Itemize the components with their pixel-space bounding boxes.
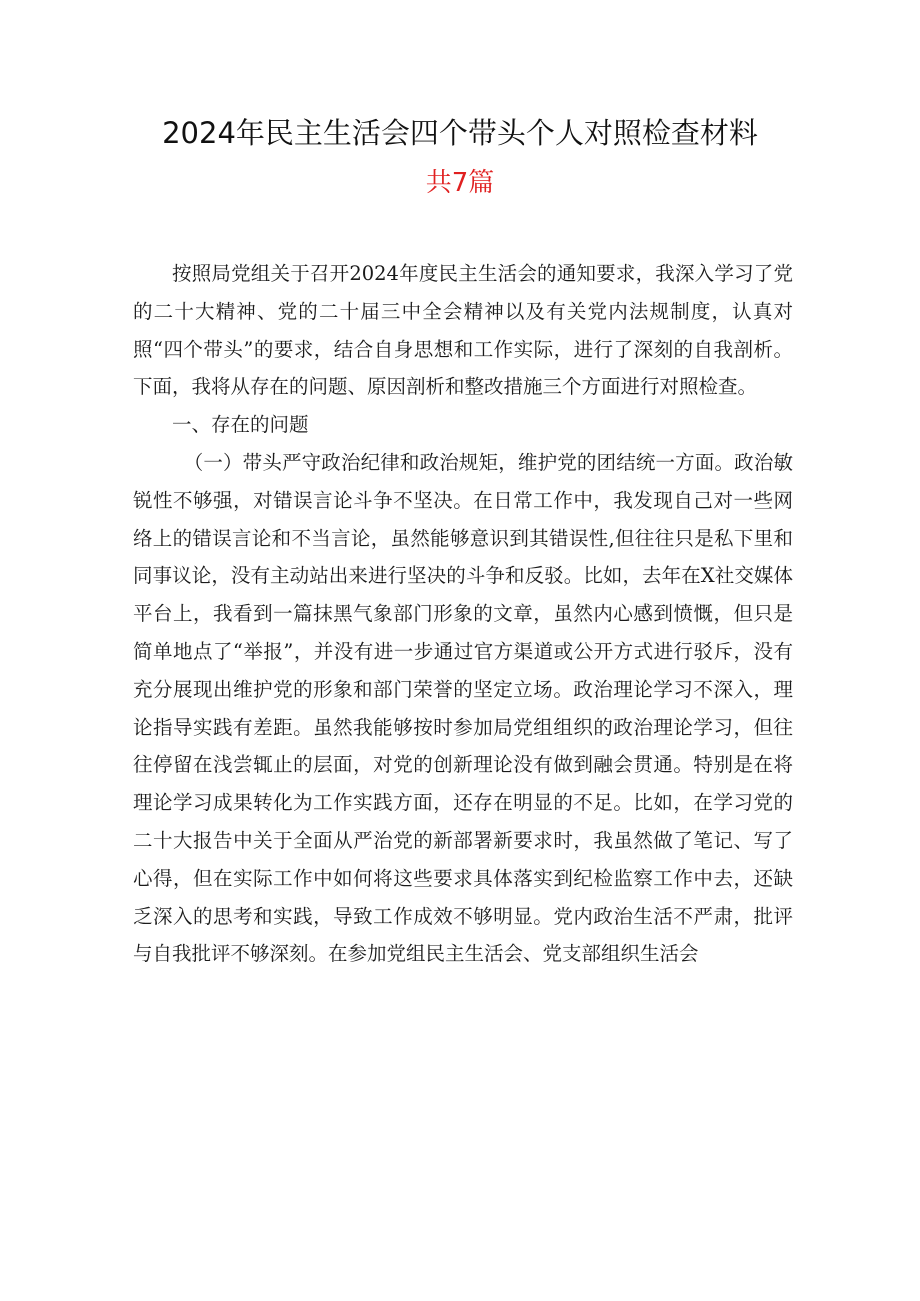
document-body xyxy=(133,255,793,973)
section-paragraph: （一）带头严守政治纪律和政治规矩，维护党的团结统一方面。政治敏锐性不够强，对错误言论斗争不坚决。在日常工作中，我发现自己对一些网络上的错误言论和不当言论，虽然能够意识到其错误性,但往往只是私下里和同事议论，没有主动站出来进行坚决的斗争和反驳。比如，去年在X社交媒体平台上，我看到一篇抹黑气象部门形象的文章，虽然内心感到愤慨，但只是简单地点了“举报”，并没有进一步通过官方渠道或公开方式进行驳斥，没有充分展现出维护党的形象和部门荣誉的坚定立场。政治理论学习不深入，理论指导实践有差距。虽然我能够按时参加局党组组织的政治理论学习，但往往停留在浅尝辄止的层面，对党的创新理论没有做到融会贯通。特别是在将理论学习成果转化为工作实践方面，还存在明显的不足。比如，在学习党的二十大报告中关于全面从严治党的新部署新要求时，我虽然做了笔记、写了心得，但在实际工作中如何将这些要求具体落实到纪检监察工作中去，还缺乏深入的思考和实践，导致工作成效不够明显。党内政治生活不严肃，批评与自我批评不够深刻。在参加党组民主生活会、党支部组织生活会 xyxy=(133,450,793,966)
intro-paragraph: 按照局党组关于召开2024年度民主生活会的通知要求，我深入学习了党的二十大精神、党的二十届三中全会精神以及有关党内法规制度，认真对照“四个带头”的要求，结合自身思想和工作实际，进行了深刻的自我剖析。下面，我将从存在的问题、原因剖析和整改措施三个方面进行对照检查。 xyxy=(133,262,793,399)
document-subtitle: 共7篇 xyxy=(425,168,495,198)
document-title: 2024年民主生活会四个带头个人对照检查材料 xyxy=(162,116,758,150)
section-heading: 一、存在的问题 xyxy=(172,413,309,437)
